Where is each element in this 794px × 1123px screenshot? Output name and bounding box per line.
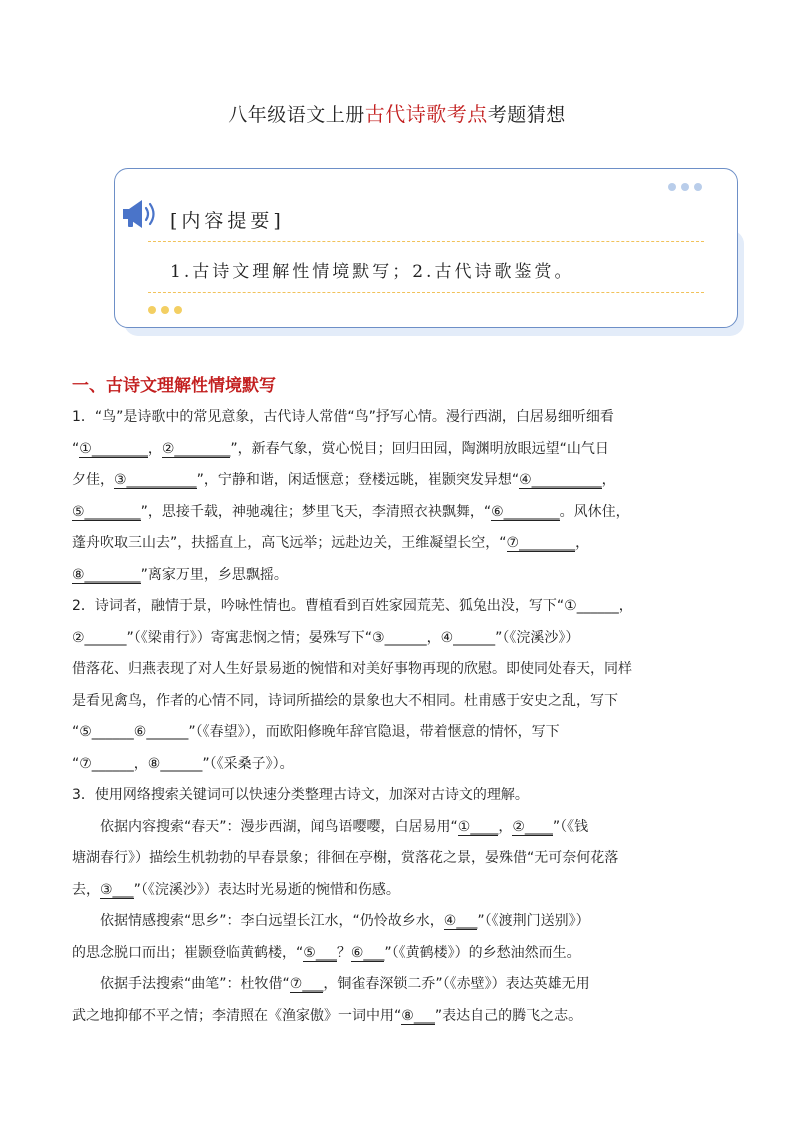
answer-blank: ④___ xyxy=(443,913,478,929)
divider-dashed xyxy=(148,292,704,293)
title-suffix: 考题猜想 xyxy=(487,104,566,126)
q2-line: 2．诗词者，融情于景，吟咏性情也。曹植看到百姓家园荒芜、狐兔出没，写下“①______， xyxy=(72,598,633,614)
title-highlight: 古代诗歌考点 xyxy=(364,102,488,126)
summary-box xyxy=(114,168,738,328)
summary-content: 1.古诗文理解性情境默写；2.古代诗歌鉴赏。 xyxy=(170,262,575,282)
answer-blank: ⑦________ xyxy=(506,535,576,551)
summary-heading: [内容提要] xyxy=(170,210,285,232)
q3-line: 3．使用网络搜索关键词可以快速分类整理古诗文，加深对古诗文的理解。 xyxy=(72,787,529,803)
section-heading: 一、古诗文理解性情境默写 xyxy=(72,376,276,396)
answer-blank: ②____ xyxy=(512,818,553,835)
q2-line: “⑤______⑥______”（《春望》），而欧阳修晚年辞官隐退，带着惬意的情怀，写下 xyxy=(72,724,560,740)
q1-line: 1．“鸟”是诗歌中的常见意象，古代诗人常借“鸟”抒写心情。漫行西湖，白居易细听细看 xyxy=(72,409,614,425)
answer-blank: ⑤___ xyxy=(303,944,337,961)
q3-line: 的思念脱口而出；崔颢登临黄鹤楼，“⑤___？⑥___”（《黄鹤楼》）的乡愁油然而生。 xyxy=(72,944,581,961)
q2-line: 借落花、归燕表现了对人生好景易逝的惋惜和对美好事物再现的欣慰。即使同处春天，同样 xyxy=(72,661,632,677)
q1-line: ⑤________”，思接千载，神驰魂往；梦里飞天，李清照衣袂飘舞，“⑥________。风休住， xyxy=(72,503,630,520)
answer-blank: ④__________ xyxy=(519,472,602,488)
megaphone-icon xyxy=(120,196,160,232)
answer-blank: ⑤________ xyxy=(72,503,141,520)
answer-blank: ⑦___ xyxy=(289,976,324,992)
q3-line: 武之地抑郁不平之情；李清照在《渔家傲》一词中用“⑧___”表达自己的腾飞之志。 xyxy=(72,1007,583,1024)
q3-line: 依据内容搜索“春天”：漫步西湖，闻鸟语嘤嘤，白居易用“①____，②____”（《钱 xyxy=(100,818,589,835)
q1-line: 夕佳，③__________”，宁静和谐，闲适惬意；登楼远眺，崔颢突发异想“④__________， xyxy=(72,472,616,488)
q1-line: ⑧________”离家万里，乡思飘摇。 xyxy=(72,566,288,583)
answer-blank: ③___ xyxy=(100,881,134,898)
answer-blank: ①____ xyxy=(457,818,499,835)
title-prefix: 八年级语文上册 xyxy=(228,104,365,126)
divider-dashed xyxy=(148,241,704,242)
answer-blank: ①________ xyxy=(79,440,148,457)
answer-blank: ⑥________ xyxy=(491,503,560,520)
decor-dots-top xyxy=(668,183,702,191)
q2-line: ②______”（《梁甫行》）寄寓悲悯之情；晏殊写下“③______，④______”（《浣溪沙》） xyxy=(72,629,580,646)
q3-line: 依据手法搜索“曲笔”：杜牧借“⑦___，铜雀春深锁二乔”（《赤壁》）表达英雄无用 xyxy=(100,976,590,992)
q1-line: 蓬舟吹取三山去”，扶摇直上，高飞远举；远赴边关，王维凝望长空，“⑦________， xyxy=(72,535,590,551)
q1-line: “①________，②________”，新春气象，赏心悦目；回归田园，陶渊明放眼远望“山气日 xyxy=(72,440,609,457)
answer-blank: ⑥___ xyxy=(350,944,385,961)
q3-line: 塘湖春行》）描绘生机勃勃的早春景象；徘徊在亭榭，赏落花之景，晏殊借“无可奈何花落 xyxy=(72,850,619,866)
q3-line: 去，③___”（《浣溪沙》）表达时光易逝的惋惜和伤感。 xyxy=(72,881,400,898)
question-content xyxy=(72,402,734,1032)
answer-blank: ②________ xyxy=(161,440,231,457)
decor-dots-bottom xyxy=(148,306,182,314)
document-title xyxy=(0,98,794,127)
q3-line: 依据情感搜索“思乡”：李白远望长江水，“仍怜故乡水，④___”（《渡荆门送别》） xyxy=(100,913,590,929)
answer-blank: ⑧___ xyxy=(401,1007,435,1024)
q2-line: 是看见禽鸟，作者的心情不同，诗词所描绘的景象也大不相同。杜甫感于安史之乱，写下 xyxy=(72,692,618,709)
answer-blank: ⑧________ xyxy=(72,566,141,583)
q2-line: “⑦______，⑧______”（《采桑子》）。 xyxy=(72,755,294,772)
answer-blank: ③__________ xyxy=(114,472,197,488)
